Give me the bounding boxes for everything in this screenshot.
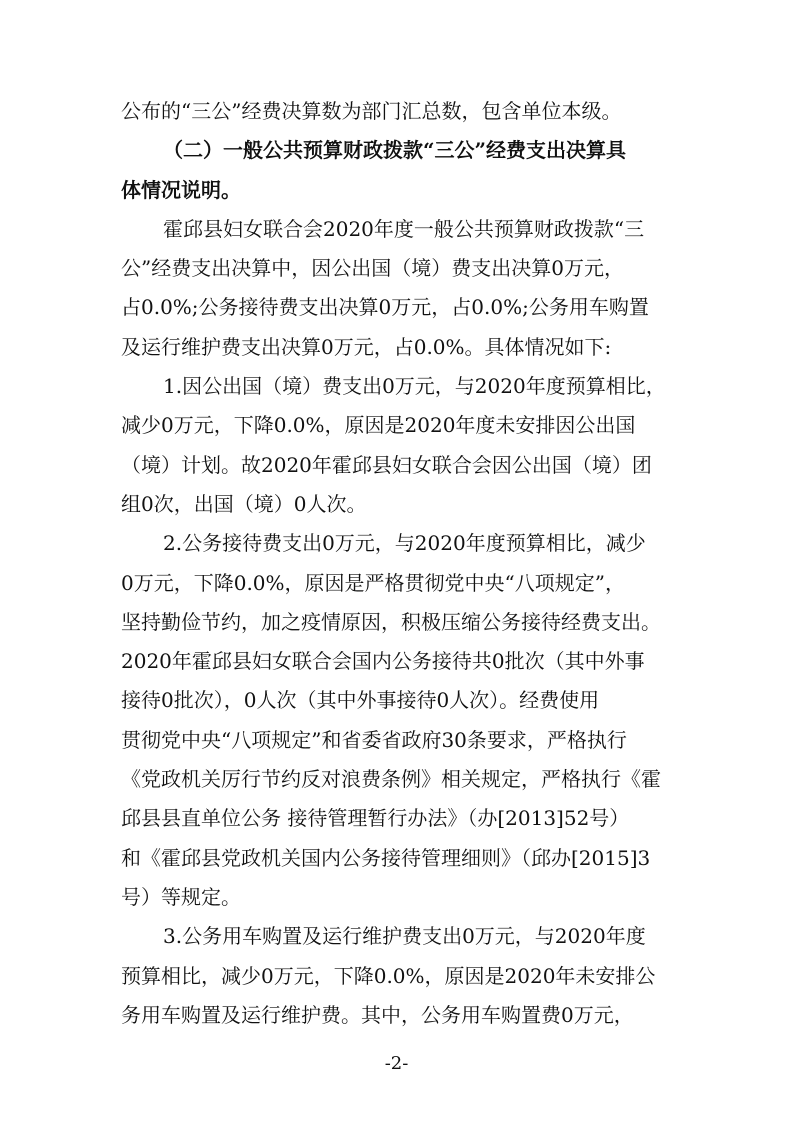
text-line: 坚持勤俭节约，加之疫情原因，积极压缩公务接待经费支出。 (121, 609, 661, 634)
text-line: 3.公务用车购置及运行维护费支出0万元，与2020年度 (163, 924, 646, 949)
text-line: 号）等规定。 (121, 884, 241, 909)
text-line: 1.因公出国（境）费支出0万元，与2020年度预算相比， (163, 374, 666, 399)
text-line: 公”经费支出决算中，因公出国（境）费支出决算0万元， (121, 256, 624, 281)
text-line: 霍邱县妇女联合会2020年度一般公共预算财政拨款“三 (163, 216, 645, 241)
text-line: 及运行维护费支出决算0万元，占0.0%。具体情况如下: (121, 334, 612, 359)
section-heading: （二）一般公共预算财政拨款“三公”经费支出决算具 (163, 138, 627, 163)
text-line: 和《霍邱县党政机关国内公务接待管理细则》（邱办[2015]3 (121, 845, 651, 870)
text-line: （境）计划。故2020年霍邱县妇女联合会因公出国（境）团 (121, 452, 652, 477)
text-line: 公布的“三公”经费决算数为部门汇总数，包含单位本级。 (121, 99, 622, 123)
text-line: 《党政机关厉行节约反对浪费条例》相关规定，严格执行《霍 (121, 767, 661, 792)
page-number: -2- (384, 1053, 409, 1074)
text-line: 贯彻党中央“八项规定”和省委省政府30条要求，严格执行 (121, 727, 627, 752)
text-line: 减少0万元，下降0.0%，原因是2020年度未安排因公出国 (121, 413, 636, 438)
text-line: 邱县县直单位公务 接待管理暂行办法》（办[2013]52号） (121, 806, 630, 831)
text-line: 0万元，下降0.0%，原因是严格贯彻党中央“八项规定”， (121, 570, 625, 595)
text-line: 2020年霍邱县妇女联合会国内公务接待共0批次（其中外事 (121, 649, 645, 674)
text-line: 接待0批次），0人次（其中外事接待0人次）。经费使用 (121, 688, 600, 713)
text-line: 务用车购置及运行维护费。其中，公务用车购置费0万元， (121, 1002, 634, 1027)
text-line: 占0.0%;公务接待费支出决算0万元，占0.0%;公务用车购置 (121, 295, 649, 320)
page-body (121, 92, 681, 1035)
text-line: 预算相比，减少0万元，下降0.0%，原因是2020年未安排公 (121, 963, 656, 988)
text-line: 2.公务接待费支出0万元，与2020年度预算相比，减少 (163, 531, 646, 556)
section-heading-continued: 体情况说明。 (121, 177, 241, 202)
text-line: 组0次，出国（境）0人次。 (121, 491, 367, 516)
